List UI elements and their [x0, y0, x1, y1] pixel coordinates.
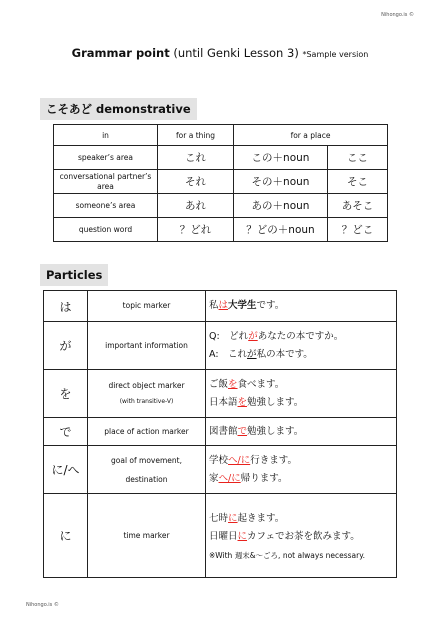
highlighted-particle: へ/に [218, 472, 241, 484]
brand-label-top: Nihongo.is © [381, 12, 414, 18]
noun-modifier: この＋noun [234, 146, 328, 170]
row-label: question word [54, 218, 158, 242]
table-header-row [54, 125, 388, 146]
demonstrative-table [53, 124, 388, 242]
highlighted-particle: は [218, 300, 229, 311]
particle-meaning: important information [88, 322, 206, 370]
table-row [54, 194, 388, 218]
highlighted-particle: に [228, 512, 238, 524]
particles-table [43, 290, 397, 578]
highlighted-particle: を [237, 396, 248, 408]
particle-example: ご飯を食べます。 日本語を勉強します。 [206, 370, 397, 418]
place-word: あそこ [328, 194, 388, 218]
table-row [44, 418, 397, 446]
particle-ni: に [44, 494, 88, 578]
table-row [54, 170, 388, 194]
usage-note: ※With 週末&〜ごろ, not always necessary. [209, 550, 365, 560]
table-row [54, 146, 388, 170]
table-row [44, 446, 397, 494]
table-row [44, 322, 397, 370]
highlighted-particle: を [228, 378, 238, 390]
particle-wa: は [44, 291, 88, 322]
row-label: speaker’s area [54, 146, 158, 170]
row-label: someone’s area [54, 194, 158, 218]
noun-modifier: その＋noun [234, 170, 328, 194]
section-heading-particles: Particles [40, 264, 108, 286]
header-in: in [54, 125, 158, 146]
brand-label-bottom: Nihongo.is © [26, 602, 59, 608]
particle-example [206, 322, 397, 370]
section-heading-demonstrative: こそあど demonstrative [40, 98, 197, 120]
title-sample-note: *Sample version [302, 50, 369, 59]
particle-meaning: topic marker [88, 291, 206, 322]
particle-de: で [44, 418, 88, 446]
page-title [0, 46, 440, 60]
example-question: Q: どれがあなたの本ですか。 [209, 330, 344, 342]
particle-example: 七時に起きます。 日曜日にカフェでお茶を飲みます。 ※With 週末&〜ごろ, not always necessary. [206, 494, 397, 578]
particle-ni-he: に/へ [44, 446, 88, 494]
place-word: ？どこ [328, 218, 388, 242]
particle-wo: を [44, 370, 88, 418]
thing-word: これ [158, 146, 234, 170]
table-row [44, 494, 397, 578]
highlighted-particle: が [248, 330, 258, 342]
noun-modifier: あの＋noun [234, 194, 328, 218]
title-rest: (until Genki Lesson 3) [169, 46, 303, 60]
thing-word: あれ [158, 194, 234, 218]
table-row [54, 218, 388, 242]
noun-modifier: ？どの＋noun [234, 218, 328, 242]
table-row [44, 370, 397, 418]
thing-word: ？どれ [158, 218, 234, 242]
particle-example: 図書館で勉強します。 [206, 418, 397, 446]
particle-ga: が [44, 322, 88, 370]
header-thing: for a thing [158, 125, 234, 146]
particle-meaning: goal of movement, destination [88, 446, 206, 494]
particle-meaning: time marker [88, 494, 206, 578]
place-word: ここ [328, 146, 388, 170]
highlighted-particle: に [237, 530, 248, 542]
highlighted-particle: へ/に [228, 454, 251, 466]
particle-example: 学校へ/に行きます。 家へ/に帰ります。 [206, 446, 397, 494]
thing-word: それ [158, 170, 234, 194]
table-row [44, 291, 397, 322]
row-label: conversational partner’s area [54, 170, 158, 194]
example-answer: A: これが私の本です。 [209, 348, 313, 360]
particle-example: 私は大学生です。 [206, 291, 397, 322]
particle-meaning: direct object marker (with transitive-V) [88, 370, 206, 418]
particle-meaning: place of action marker [88, 418, 206, 446]
underlined-particle: が [247, 348, 257, 360]
header-place: for a place [234, 125, 388, 146]
highlighted-particle: で [237, 425, 248, 437]
title-main: Grammar point [71, 46, 170, 60]
place-word: そこ [328, 170, 388, 194]
